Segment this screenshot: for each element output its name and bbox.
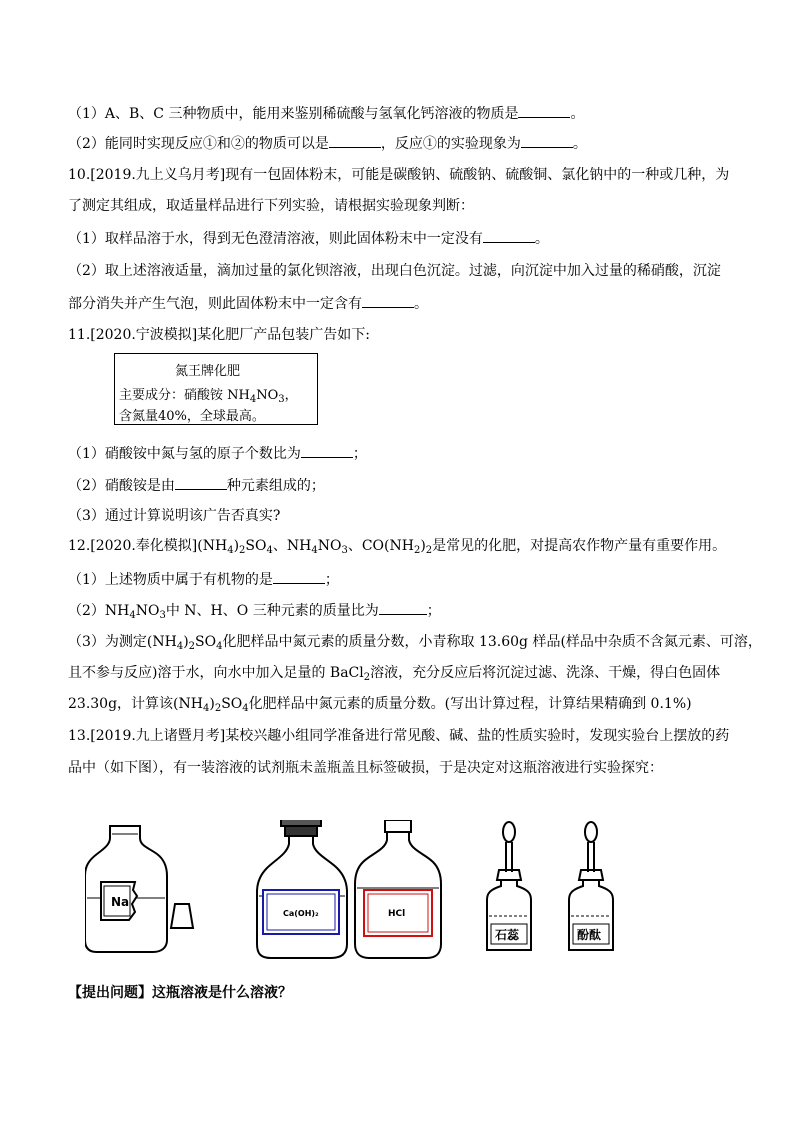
q12-item-1 xyxy=(68,571,339,588)
q11-item-1-text: （1）硝酸铵中氮与氢的原子个数比为 xyxy=(68,446,301,462)
q12-item-3-text: SO xyxy=(195,634,217,650)
q11-item-2 xyxy=(68,477,325,494)
ad-ingredient xyxy=(119,384,298,403)
q11-item-2-text: （2）硝酸铵是由 xyxy=(68,478,175,494)
subscript: 3 xyxy=(159,610,166,621)
ad-ingredient-end: ， xyxy=(284,388,298,403)
subscript: 4 xyxy=(202,703,210,714)
q10-item-2-text: 部分消失并产生气泡，则此固体粉末中一定含有 xyxy=(68,296,362,312)
reagent-bottles-figure xyxy=(85,820,645,965)
q9-item-2-end: 。 xyxy=(572,136,587,152)
label-hcl: HCl xyxy=(388,909,406,919)
subscript: 4 xyxy=(311,545,318,556)
q9-item-1-end: 。 xyxy=(570,106,585,122)
subscript: 4 xyxy=(249,394,257,405)
subscript: 2 xyxy=(239,545,246,556)
q12-item-2-end: ； xyxy=(426,603,441,619)
q10-item-2-line1: （2）取上述溶液适量，滴加过量的氯化钡溶液，出现白色沉淀。过滤，向沉淀中加入过量的稀硝酸，沉淀 xyxy=(68,263,721,279)
q12-stem-text: 12.[2020.奉化模拟](NH xyxy=(68,538,228,554)
q10-stem-line1: 10.[2019.九上义乌月考]现有一包固体粉末，可能是碳酸钠、硫酸钠、硫酸铜、氯化钠中的一种或几种，为 xyxy=(68,167,730,183)
q9-item-1-text: （1）A、B、C 三种物质中，能用来鉴别稀硫酸与氢氧化钙溶液的物质是 xyxy=(68,106,519,122)
ad-nitrogen-content: 含氮量40%，全球最高。 xyxy=(119,409,265,424)
q12-item-3-text: （3）为测定(NH xyxy=(68,634,177,650)
q9-item-2-mid: ，反应①的实验现象为 xyxy=(380,136,521,152)
q12-stem-text: ) xyxy=(420,538,426,554)
q12-item-2 xyxy=(68,602,441,619)
subscript: 2 xyxy=(413,545,421,556)
q13-stem-line2: 品中（如下图），有一装溶液的试剂瓶未盖瓶盖且标签破损，于是决定对这瓶溶液进行实验探究： xyxy=(68,760,663,776)
subscript: 2 xyxy=(188,641,196,652)
q12-item-3-text: 且不参与反应)溶于水，向水中加入足量的 BaCl xyxy=(68,665,364,681)
subscript: 4 xyxy=(227,545,234,556)
label-caoh2: Ca(OH)₂ xyxy=(283,909,319,918)
answer-blank[interactable] xyxy=(175,477,227,490)
answer-blank[interactable] xyxy=(329,135,381,148)
q11-item-2-end: 种元素组成的； xyxy=(226,478,325,494)
subscript: 4 xyxy=(242,703,249,714)
label-litmus: 石蕊 xyxy=(495,928,520,942)
label-phenolphthalein: 酚酞 xyxy=(577,928,602,942)
q12-item-3-text: SO xyxy=(221,696,243,712)
q12-stem-text: 、NH xyxy=(272,538,312,554)
subscript: 2 xyxy=(363,672,371,683)
bottle-stopper xyxy=(171,904,193,928)
subscript: 3 xyxy=(341,545,348,556)
q12-item-3-text: 化肥样品中氮元素的质量分数。(写出计算过程，计算结果精确到 0.1%) xyxy=(248,696,692,712)
subscript: 2 xyxy=(425,545,433,556)
q10-item-1 xyxy=(68,230,549,247)
q12-stem-text: 是常见的化肥，对提高农作物产量有重要作用。 xyxy=(432,538,727,554)
torn-label xyxy=(101,882,137,920)
q13-stem-line1: 13.[2019.九上诸暨月考]某校兴趣小组同学准备进行常见酸、碱、盐的性质实验时，发现实验台上摆放的药 xyxy=(68,728,730,744)
q10-item-2-line2 xyxy=(68,295,428,312)
label-na: Na xyxy=(111,895,130,909)
q12-item-3-line3 xyxy=(68,696,692,712)
q9-item-2 xyxy=(68,135,587,152)
q12-item-1-text: （1）上述物质中属于有机物的是 xyxy=(68,572,273,588)
answer-blank[interactable] xyxy=(379,602,427,615)
ad-ingredient-text: 主要成分：硝酸铵 NH xyxy=(119,388,250,403)
q12-stem-text: SO xyxy=(245,538,267,554)
q12-item-2-text: NO xyxy=(135,603,160,619)
q12-item-2-text: （2）NH xyxy=(68,603,130,619)
q10-stem-line2: 了测定其组成，取适量样品进行下列实验，请根据实验现象判断： xyxy=(68,198,474,214)
q11-stem: 11.[2020.宁波模拟]某化肥厂产品包装广告如下: xyxy=(68,327,370,343)
subscript: 2 xyxy=(214,703,222,714)
q12-item-3-text: 溶液，充分反应后将沉淀过滤、洗涤、干燥，得白色固体 xyxy=(370,665,721,681)
q10-item-2-end: 。 xyxy=(414,296,428,312)
ad-ingredient-no: NO xyxy=(256,388,279,403)
q10-item-1-end: 。 xyxy=(534,231,549,247)
answer-blank[interactable] xyxy=(273,571,325,584)
q12-item-3-text: ) xyxy=(183,634,189,650)
answer-blank[interactable] xyxy=(521,135,573,148)
subscript: 4 xyxy=(216,641,223,652)
answer-blank[interactable] xyxy=(483,230,535,243)
q12-item-2-text: 中 N、H、O 三种元素的质量比为 xyxy=(165,603,379,619)
subscript: 3 xyxy=(278,394,285,405)
q11-item-3: （3）通过计算说明该广告否真实? xyxy=(68,508,281,524)
q9-item-2-text: （2）能同时实现反应①和②的物质可以是 xyxy=(68,136,329,152)
q12-item-3-text: ) xyxy=(209,696,215,712)
q12-item-1-end: ； xyxy=(324,572,339,588)
q12-item-3-line2 xyxy=(68,665,720,681)
subscript: 4 xyxy=(266,545,273,556)
q12-item-3-text: 化肥样品中氮元素的质量分数，小青称取 13.60g 样品(样品中杂质不含氮元素、可溶， xyxy=(222,634,762,650)
answer-blank[interactable] xyxy=(301,445,353,458)
q12-stem-text: 、CO(NH xyxy=(347,538,414,554)
answer-blank[interactable] xyxy=(518,105,570,118)
q11-item-1-end: ； xyxy=(352,446,367,462)
fertilizer-ad-box xyxy=(114,353,318,425)
q10-item-1-text: （1）取样品溶于水，得到无色澄清溶液，则此固体粉末中一定没有 xyxy=(68,231,483,247)
q9-item-1 xyxy=(68,105,584,122)
q11-item-1 xyxy=(68,445,367,462)
q12-item-3-line1 xyxy=(68,634,762,650)
subscript: 4 xyxy=(176,641,184,652)
q12-stem-text: NO xyxy=(317,538,342,554)
ad-title: 氮王牌化肥 xyxy=(175,364,241,379)
q12-stem xyxy=(68,538,726,554)
q12-stem-text: ) xyxy=(233,538,240,554)
answer-blank[interactable] xyxy=(362,295,414,308)
q13-question-heading: 【提出问题】这瓶溶液是什么溶液？ xyxy=(68,985,292,1001)
subscript: 4 xyxy=(129,610,136,621)
q12-item-3-text: 23.30g，计算该(NH xyxy=(68,696,203,712)
